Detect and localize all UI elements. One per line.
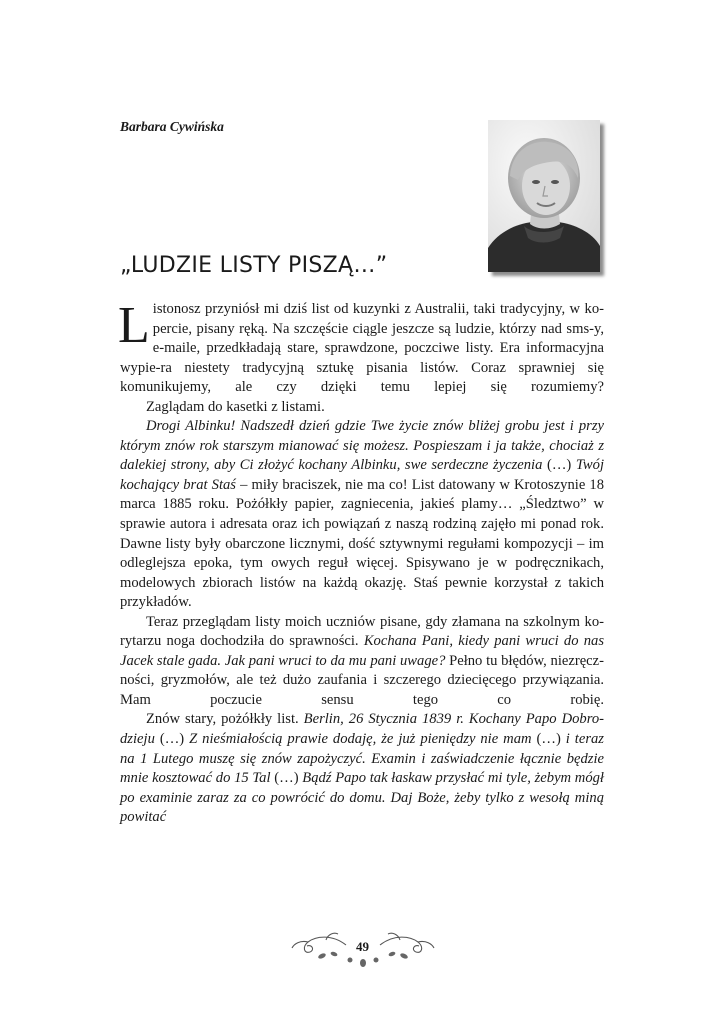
paragraph: Zaglądam do kasetki z listami. — [146, 398, 325, 415]
drop-cap: L — [118, 297, 150, 354]
author-name: Barbara Cywińska — [120, 119, 224, 134]
article-title: „LUDZIE LISTY PISZĄ…” — [120, 253, 388, 278]
page-number: 49 — [356, 939, 369, 954]
article-body — [118, 297, 605, 828]
paragraph: Drogi Albinku! Nadszedł dzień gdzie Twe życie znów bliżej grobu jest i przy którym znów rok starszym mianować się możesz. Pospieszam i ja także, chociaż z dalekiej strony, aby Ci złożyć kochany Albinku, swe serdeczne życzenia (…) Twój kochający brat Staś – miły braciszek, nie ma co! List datowany w Krotoszynie 18 marca 1885 roku. Pożółkły papier, zagniecenia, jakieś plamy… „Śledztwo” w sprawie autora i adresata oraz ich powiązań z naszą rodziną zajęło mi ponad rok. Dawne listy były obarczone licznymi, dość sztywnymi regułami kompozycji – im odleglejsza epoka, tym owych reguł więcej. Spisywano je w podręcznikach, modelowych zbiorach listów na każdą okazję. Staś pewnie korzystał z takich przykładów. — [120, 418, 604, 611]
portrait-image — [488, 120, 600, 272]
paragraph: Teraz przeglądam listy moich uczniów pisane, gdy złamana na szkolnym ko-rytarzu noga dochodziła do sprawności. Kochana Pani, kiedy pani wruci do nas Jacek stale gada. Jak pani wruci to da mu pani uwage? Pełno tu błędów, niezręcz-ności, gryzmołów, ale też dużo zaufania i szczerego dziecięcego przywiązania. Mam poczucie sensu tego co robię. — [120, 613, 605, 708]
paragraph: Listonosz przyniósł mi dziś list od kuzynki z Australii, taki tradycyjny, w ko-percie, pisany ręką. Na szczęście ciągle jeszcze są ludzie, którzy nad sms-y, e-maile, przedkładają stare, sprawdzone, poczciwe listy. Era informacyjna wypie-ra niestety tradycyjną sztukę pisania listów. Coraz sprawniej się komunikujemy, ale czy dzięki temu lepiej się rozumiemy? — [118, 297, 604, 396]
author-portrait-photo — [488, 120, 600, 272]
page-footer — [0, 930, 725, 970]
paragraph: Znów stary, pożółkły list. Berlin, 26 Stycznia 1839 r. Kochany Papo Dobro-dzieju (…) Z nieśmiałością prawie dodaję, że już pieniędzy nie mam (…) i teraz na 1 Lutego muszę się znów zapożyczyć. Examin i zaświadczenie łącznie będzie mnie kosztować do 15 Tal (…) Bądź Papo tak łaskaw przysłać mi tyle, żebym mógł po examinie zaraz za co powrócić do domu. Daj Boże, żeby tylko z wesołą miną powitać — [120, 711, 604, 826]
